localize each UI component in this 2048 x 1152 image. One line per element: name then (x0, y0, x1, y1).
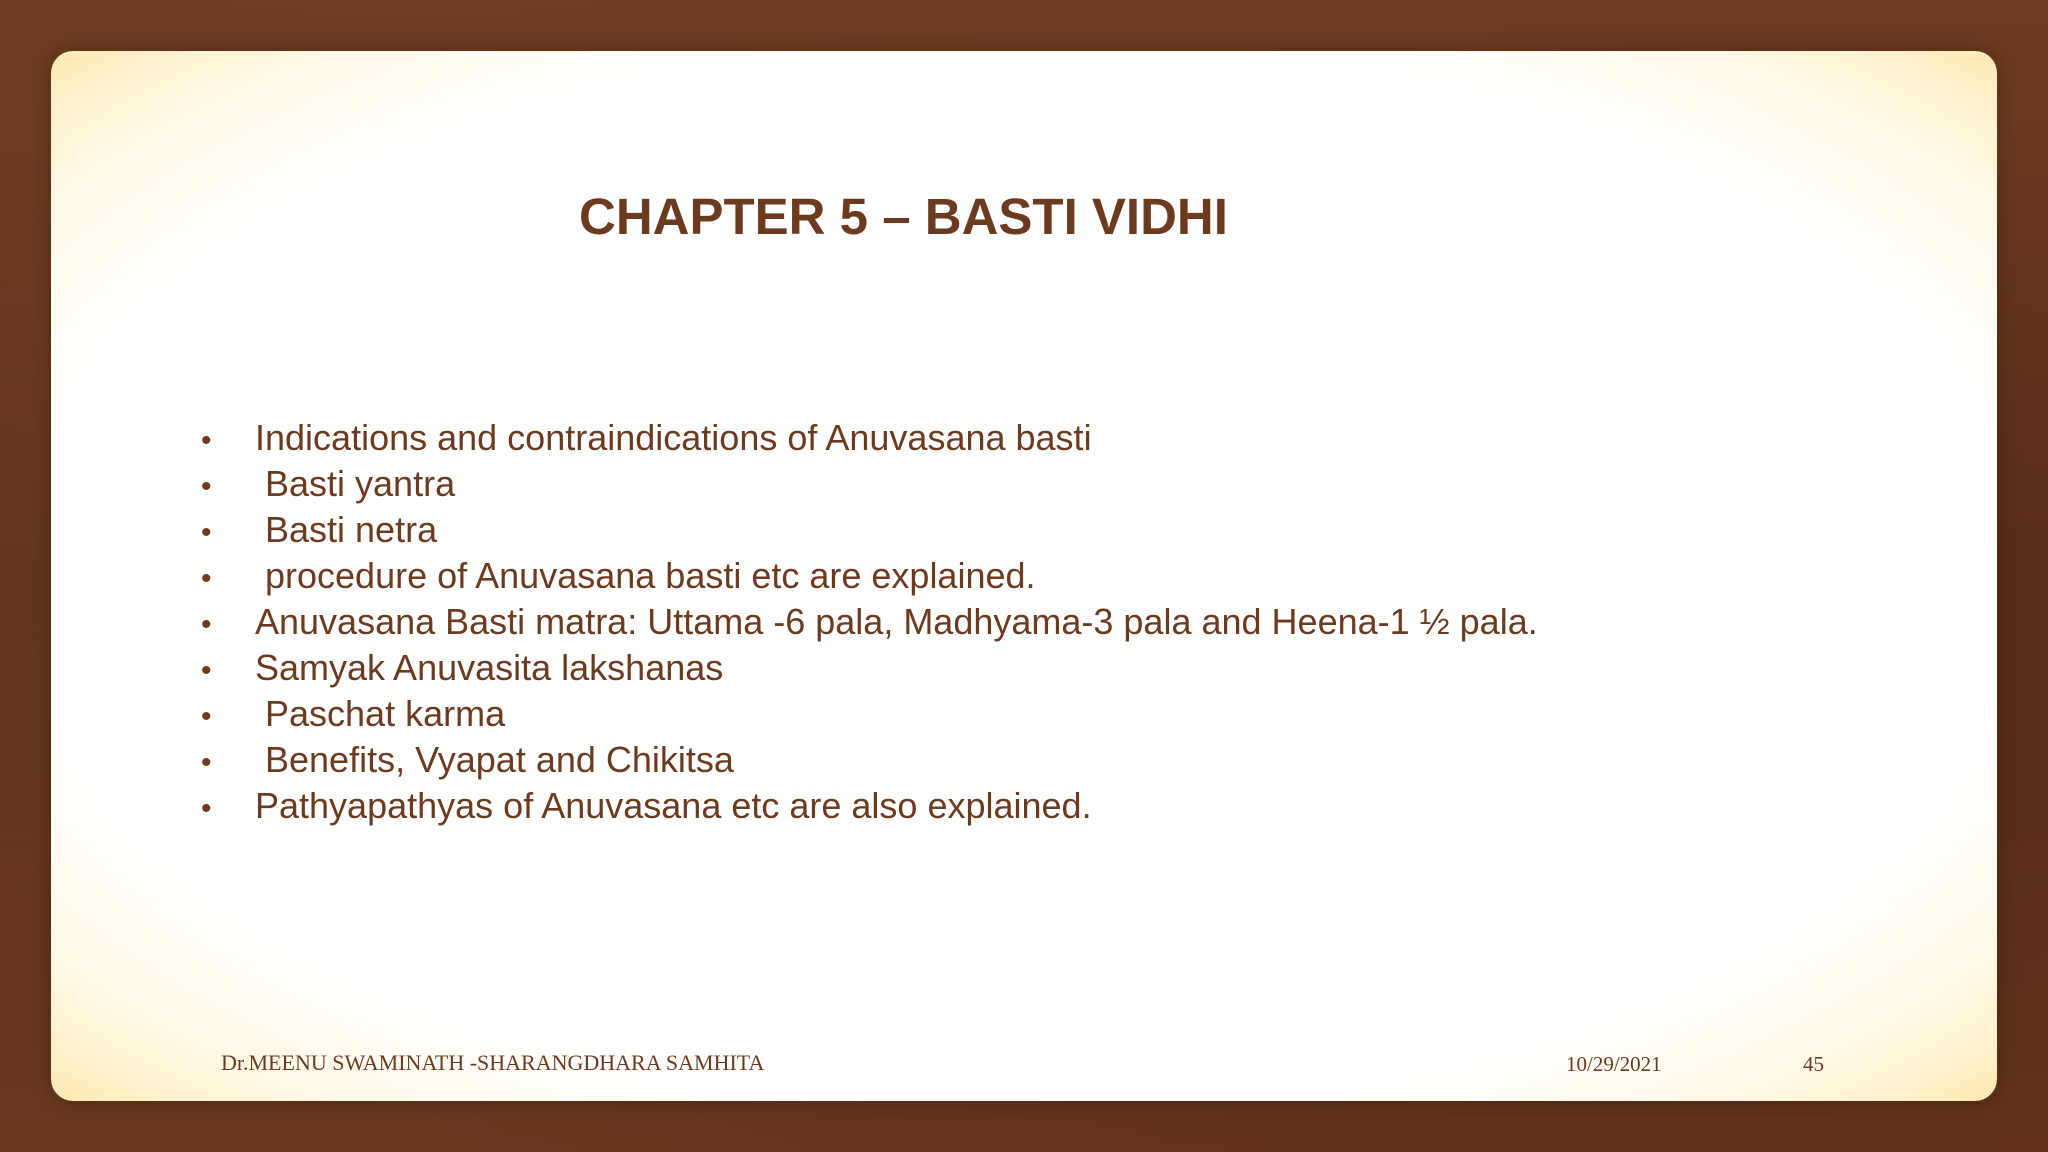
list-item (201, 417, 1538, 463)
bullet-text: Basti yantra (255, 463, 456, 504)
footer-date: 10/29/2021 (1566, 1052, 1662, 1076)
bullet-text: procedure of Anuvasana basti etc are explained. (255, 555, 1036, 596)
list-item (201, 601, 1538, 647)
list-item (201, 739, 1538, 785)
bullet-text: Samyak Anuvasita lakshanas (255, 647, 724, 688)
bullet-text: Benefits, Vyapat and Chikitsa (255, 739, 734, 780)
bullet-icon: • (201, 608, 212, 641)
list-item (201, 647, 1538, 693)
bullet-icon: • (201, 746, 212, 779)
list-item (201, 463, 1538, 509)
list-item (201, 693, 1538, 739)
bullet-icon: • (201, 470, 212, 503)
bullet-icon: • (201, 516, 212, 549)
bullet-text: Paschat karma (255, 693, 506, 734)
bullet-list (201, 417, 1538, 831)
bullet-text: Anuvasana Basti matra: Uttama -6 pala, Madhyama-3 pala and Heena-1 ½ pala. (255, 601, 1538, 642)
list-item (201, 509, 1538, 555)
bullet-text: Pathyapathyas of Anuvasana etc are also explained. (255, 785, 1092, 826)
bullet-icon: • (201, 424, 212, 457)
list-item (201, 555, 1538, 601)
list-item (201, 785, 1538, 831)
bullet-icon: • (201, 700, 212, 733)
bullet-icon: • (201, 562, 212, 595)
slide-panel (51, 51, 1997, 1101)
bullet-text: Indications and contraindications of Anuvasana basti (255, 417, 1092, 458)
slide-title: CHAPTER 5 – BASTI VIDHI (579, 188, 1228, 245)
slide-number: 45 (1803, 1052, 1824, 1076)
footer-author: Dr.MEENU SWAMINATH -SHARANGDHARA SAMHITA (221, 1050, 765, 1075)
bullet-icon: • (201, 792, 212, 825)
bullet-icon: • (201, 654, 212, 687)
bullet-text: Basti netra (255, 509, 438, 550)
